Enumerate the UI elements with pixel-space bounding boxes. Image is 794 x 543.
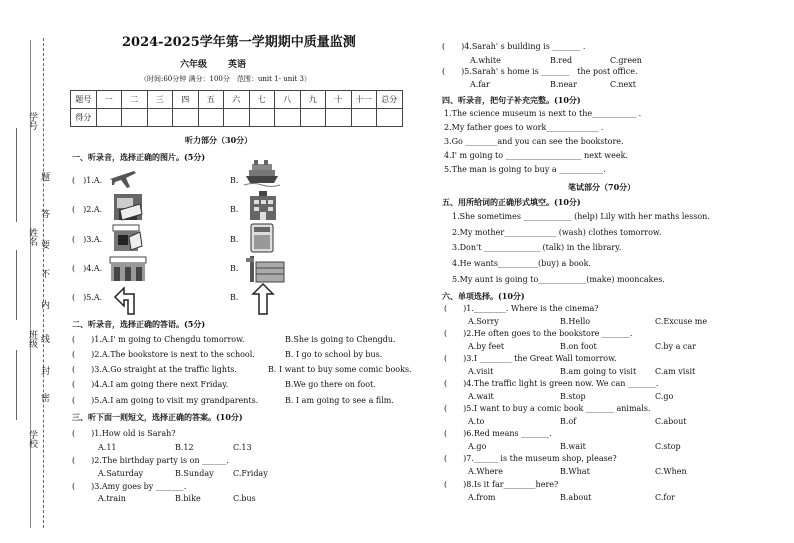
score-table-header-row [71,91,403,109]
s3-item-3-option-c: C.bus [233,494,256,503]
s5-item-1: 1.She sometimes ____________ (help) Lily with her maths lesson. [452,212,710,221]
s6-item-4-question: ( )4.The traffic light is green now. We can _______. [444,379,659,388]
s5-item-5: 5.My aunt is going to____________(make) mooncakes. [452,275,665,284]
s6-item-5-option-a: A.to [468,417,485,426]
s2-item-5-option-b: B. I am going to see a film. [285,396,394,405]
seal-char: 内 [39,300,49,309]
s3-item-3-question: ( )3.Amy goes by _______. [72,482,187,491]
s1-item-5-label-a: ( )5.A. [72,293,103,302]
s3-item-3-option-b: B.bike [175,494,201,503]
s6-item-1-question: ( )1.________. Where is the cinema? [444,304,599,313]
score-header-cell: 八 [275,91,301,109]
s2-item-1-question: ( )1.A.I' m going to Chengdu tomorrow. [72,335,245,344]
label-xingming: 姓名 [27,228,37,246]
score-cell[interactable] [351,109,377,127]
exam-title: 2024-2025学年第一学期期中质量监测 [122,35,356,50]
s1-item-1-label-b: B. [230,176,239,185]
score-header-cell: 九 [300,91,326,109]
post-office-icon [110,222,144,256]
xingming-blank [16,152,17,222]
listening-part-title: 听力部分（30分） [185,135,253,145]
s1-item-4-label-a: ( )4.A. [72,264,103,273]
s6-item-4-option-a: A.wait [468,392,494,401]
seal-char: 线 [39,334,49,343]
s6-item-1-option-c: C.Excuse me [655,317,708,326]
score-header-cell: 十一 [351,91,377,109]
writing-part-title: 笔试部分（70分） [568,182,636,192]
seal-char: 不 [39,269,49,278]
score-table-score-row [71,109,403,127]
score-header-cell: 总分 [377,91,403,109]
score-header-cell: 一 [96,91,122,109]
score-header-cell: 七 [249,91,275,109]
s6-item-3-question: ( )3.I ________ the Great Wall tomorrow. [444,354,617,363]
xuexiao-blank [16,350,17,420]
turn-left-arrow-icon [112,282,146,316]
s3-item-3-option-a: A.train [98,494,126,503]
score-cell[interactable] [173,109,199,127]
label-xuehao: 学号 [27,112,37,130]
s6-item-8-option-b: B.about [560,493,592,502]
s3-item-1-question: ( )1.How old is Sarah? [72,429,176,438]
s3-item-5-option-b: B.near [550,80,577,89]
s6-item-4-option-b: B.stop [560,392,586,401]
s6-item-4-option-c: C.go [655,392,674,401]
section-4-title: 四、听录音，把句子补充完整。(10分) [442,95,581,105]
score-header-cell: 题号 [71,91,97,109]
score-cell[interactable] [326,109,352,127]
s6-item-6-option-a: A.go [468,442,487,451]
s2-item-5-question: ( )5.A.I am going to visit my grandparents. [72,396,259,405]
exam-info: （时间:60分钟 满分：100分 范围：unit 1- unit 3） [140,75,311,83]
s6-item-2-option-a: A.by feet [468,342,505,351]
score-header-cell: 三 [147,91,173,109]
score-header-cell: 二 [122,91,148,109]
s6-item-2-option-b: B.on foot [560,342,597,351]
s6-item-7-question: ( )7.______ is the museum shop, please? [444,454,617,463]
s1-item-4-label-b: B. [230,264,239,273]
s5-item-3: 3.Don't ______________ (talk) in the library. [452,243,622,252]
s6-item-8-option-a: A.from [468,493,496,502]
s3-item-2-option-b: B.Sunday [175,469,214,478]
s6-item-6-option-b: B.wait [560,442,586,451]
s6-item-5-option-b: B.of [560,417,577,426]
s4-item-2: 2.My father goes to work_____________ . [444,123,604,132]
section-1-title: 一、听录音，选择正确的图片。(5分) [72,152,206,162]
s1-item-2-label-b: B. [230,205,239,214]
s1-item-3-label-a: ( )3.A. [72,235,103,244]
s2-item-2-option-b: B. I go to school by bus. [285,350,383,359]
banji-blank [16,250,17,320]
score-table [70,90,403,127]
section-6-title: 六、单项选择。(10分) [442,291,525,301]
s3-item-2-option-a: A.Saturday [98,469,144,478]
section-3-title: 三、听下面一则短文，选择正确的答案。(10分) [72,412,243,422]
s6-item-1-option-b: B.Hello [560,317,591,326]
s3-item-5-option-c: C.next [610,80,636,89]
section-2-title: 二、听录音，选择正确的答语。(5分) [72,319,206,329]
airplane-icon [108,165,138,191]
s3-item-5-option-a: A.far [470,80,490,89]
s5-item-2: 2.My mother_____________ (wash) clothes tomorrow. [452,228,662,237]
score-cell[interactable] [147,109,173,127]
s3-item-4-option-a: A.white [470,56,501,65]
s2-item-3-question: ( )3.A.Go straight at the traffic lights. [72,365,237,374]
score-header-cell: 四 [173,91,199,109]
s4-item-4: 4.I' m going to ___________________ next week. [444,151,628,160]
seal-char: 密 [39,393,49,402]
hospital-building-icon [246,190,280,222]
s3-item-1-option-c: C.13 [233,443,252,452]
s1-item-5-label-b: B. [230,293,239,302]
seal-char: 要 [39,240,49,249]
s6-item-5-option-c: C.about [655,417,687,426]
score-cell[interactable] [377,109,403,127]
section-5-title: 五、用所给词的正确形式填空。(10分) [442,197,581,207]
s3-item-5-question: ( )5.Sarah' s home is _______ the post office. [442,67,638,76]
s2-item-4-option-b: B.We go there on foot. [285,380,376,389]
s6-item-5-question: ( )5.I want to buy a comic book _______ animals. [444,404,651,413]
s2-item-3-option-b: B. I want to buy some comic books. [268,365,412,374]
s6-item-6-option-c: C.stop [655,442,681,451]
ship-icon [244,158,280,188]
s2-item-4-question: ( )4.A.I am going there next Friday. [72,380,229,389]
score-cell[interactable] [224,109,250,127]
s6-item-3-option-a: A.visit [468,367,494,376]
s3-item-4-question: ( )4.Sarah' s building is _______ . [442,42,586,51]
s6-item-7-option-c: C.When [655,467,687,476]
bookstore-icon [110,190,148,224]
score-header-cell: 十 [326,91,352,109]
s1-item-3-label-b: B. [230,235,239,244]
s4-item-1: 1.The science museum is next to the___________ . [444,109,642,118]
s3-item-4-option-b: B.red [550,56,573,65]
s4-item-5: 5.The man is going to buy a ___________. [444,165,606,174]
score-cell[interactable] [300,109,326,127]
score-row-label: 得分 [71,109,97,127]
dictionary-icon [248,222,276,254]
go-straight-arrow-icon [250,282,276,316]
s3-item-2-option-c: C.Friday [233,469,268,478]
score-cell[interactable] [122,109,148,127]
s3-item-4-option-c: C.green [610,56,642,65]
cinema-icon [108,253,148,283]
s3-item-1-option-a: A.11 [98,443,117,452]
s1-item-1-label-a: ( )1.A. [72,176,103,185]
s6-item-8-question: ( )8.Is it far________here? [444,480,559,489]
subject-label: 英语 [228,60,247,70]
s6-item-7-option-a: A.Where [468,467,503,476]
s2-item-2-question: ( )2.A.The bookstore is next to the school. [72,350,255,359]
s6-item-2-question: ( )2.He often goes to the bookstore _______. [444,329,633,338]
s5-item-4: 4.He wants__________(buy) a book. [452,259,592,268]
seal-char: 题 [39,172,49,181]
s3-item-1-option-b: B.12 [175,443,194,452]
s6-item-3-option-c: C.am visit [655,367,696,376]
s4-item-3: 3.Go ________and you can see the bookstore. [444,137,624,146]
score-cell[interactable] [249,109,275,127]
s6-item-7-option-b: B.What [560,467,590,476]
score-header-cell: 六 [224,91,250,109]
seal-char: 答 [39,209,49,218]
label-banji: 班级 [27,330,37,348]
s2-item-1-option-b: B.She is going to Chengdu. [285,335,396,344]
score-cell[interactable] [275,109,301,127]
score-header-cell: 五 [198,91,224,109]
seal-dashed-line [43,38,44,528]
score-cell[interactable] [96,109,122,127]
grade-label: 六年级 [180,60,208,70]
s6-item-3-option-b: B.am going to visit [560,367,637,376]
seal-char: 封 [39,366,49,375]
label-xuexiao: 学校 [27,430,37,448]
s6-item-8-option-c: C.for [655,493,675,502]
s6-item-2-option-c: C.by a car [655,342,696,351]
s1-item-2-label-a: ( )2.A. [72,205,103,214]
s3-item-2-question: ( )2.The birthday party is on ______. [72,456,229,465]
s6-item-6-question: ( )6.Red means _______. [444,429,552,438]
s6-item-1-option-a: A.Sorry [468,317,499,326]
score-cell[interactable] [198,109,224,127]
school-building-icon [244,252,288,284]
